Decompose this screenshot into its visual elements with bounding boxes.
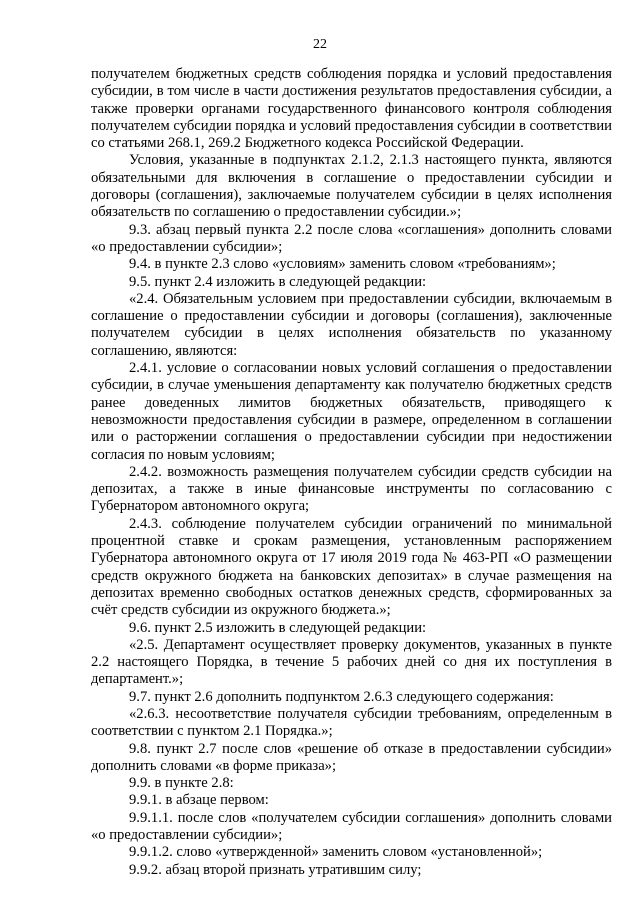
paragraph: 9.9.1.2. слово «утвержденной» заменить словом «установленной»; (129, 844, 543, 861)
paragraph: 2.4.1. условие о согласовании новых условий соглашения о предоставлении субсидии, в случае уменьшения департаменту как получателю бюджетных средств ранее доведенных лимитов бюджетных обязательств, приводящего к невозможности предоставления субсидии в размере, определенном в соглашении или о расторжении соглашения о предоставлении субсидии при недостижении согласия по новым условиям; (91, 360, 612, 463)
paragraph: 9.3. абзац первый пункта 2.2 после слова «соглашения» дополнить словами «о предоставлении субсидии»; (91, 221, 612, 255)
page-number: 22 (313, 37, 327, 52)
paragraph: 2.4.2. возможность размещения получателем субсидии средств субсидии на депозитах, а также в иные финансовые инструменты по согласованию с Губернатором автономного округа; (91, 463, 612, 515)
paragraph: 9.5. пункт 2.4 изложить в следующей редакции: (129, 273, 427, 290)
paragraph: 9.9. в пункте 2.8: (129, 775, 234, 792)
document-body (91, 66, 612, 879)
paragraph: 9.9.1.1. после слов «получателем субсидии соглашения» дополнить словами «о предоставлении субсидии»; (91, 809, 612, 844)
paragraph: 9.9.2. абзац второй признать утратившим силу; (129, 861, 422, 878)
paragraph: 9.6. пункт 2.5 изложить в следующей редакции: (129, 619, 427, 636)
paragraph: 9.7. пункт 2.6 дополнить подпунктом 2.6.3 следующего содержания: (129, 688, 554, 705)
paragraph: 9.9.1. в абзаце первом: (129, 792, 269, 809)
paragraph: «2.5. Департамент осуществляет проверку документов, указанных в пункте 2.2 настоящего Порядка, в течение 5 рабочих дней со дня их поступления в департамент.»; (91, 636, 612, 688)
paragraph: 9.8. пункт 2.7 после слов «решение об отказе в предоставлении субсидии» дополнить словами «в форме приказа»; (91, 740, 612, 774)
paragraph: Условия, указанные в подпунктах 2.1.2, 2.1.3 настоящего пункта, являются обязательными для включения в соглашение о предоставлении субсидии и договоры (соглашения), заключаемые получателем субсидии в целях исполнения обязательств по соглашению о предоставлении субсидии.»; (91, 152, 612, 221)
paragraph: «2.4. Обязательным условием при предоставлении субсидии, включаемым в соглашение о предоставлении субсидии и договоры (соглашения), заключенные получателем субсидии в целях исполнения обязательств по указанному соглашению, являются: (91, 290, 612, 359)
paragraph: «2.6.3. несоответствие получателя субсидии требованиям, определенным в соответствии с пунктом 2.1 Порядка.»; (91, 705, 612, 740)
paragraph-continuation: получателем бюджетных средств соблюдения порядка и условий предоставления субсидии, в том числе в части достижения результатов предоставления субсидии, а также проверки органами государственного финансового контроля соблюдения получателем субсидии порядка и условий предоставления субсидии в соответствии со статьями 268.1, 269.2 Бюджетного кодекса Российской Федерации. (91, 66, 612, 152)
paragraph: 9.4. в пункте 2.3 слово «условиям» заменить словом «требованиям»; (129, 256, 556, 273)
paragraph: 2.4.3. соблюдение получателем субсидии ограничений по минимальной процентной ставке и срокам размещения, установленным распоряжением Губернатора автономного округа от 17 июля 2019 года № 463-РП «О размещении средств окружного бюджета на банковских депозитах» в случае размещения на депозитах временно свободных остатков денежных средств, сформированных за счёт средств субсидии из окружного бюджета.»; (91, 515, 612, 619)
